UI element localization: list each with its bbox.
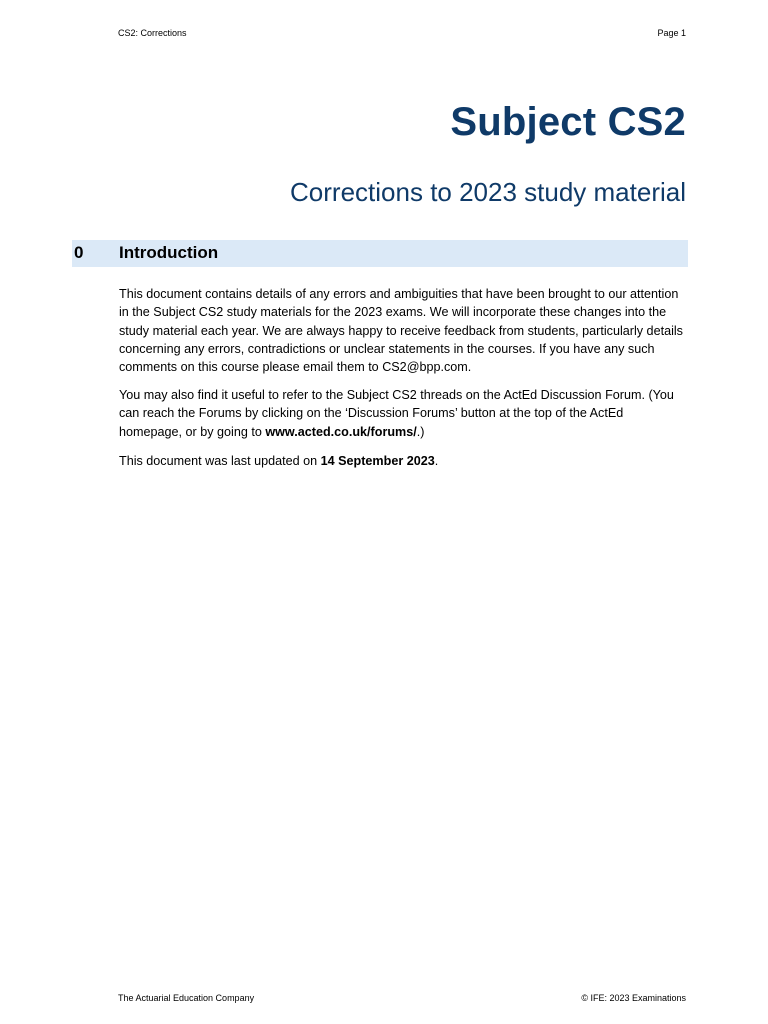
- document-subtitle: Corrections to 2023 study material: [290, 177, 686, 207]
- last-updated-paragraph: [119, 452, 687, 470]
- running-header-title: CS2: Corrections: [118, 28, 187, 38]
- section-title: Introduction: [119, 243, 219, 262]
- footer-company: The Actuarial Education Company: [118, 993, 255, 1003]
- forum-paragraph-text: You may also find it useful to refer to the Subject CS2 threads on the ActEd Discussion Forum. (You can reach the Forums by clicking on the ‘Discussion Forums’ button at the top of the ActEd homepage, or by going to: [119, 388, 674, 439]
- footer-copyright: © IFE: 2023 Examinations: [581, 993, 686, 1003]
- last-updated-text: This document was last updated on: [119, 454, 321, 468]
- last-updated-date: 14 September 2023: [320, 454, 435, 468]
- last-updated-end: .: [434, 454, 439, 468]
- forum-paragraph: [119, 386, 687, 441]
- document-title: Subject CS2: [450, 100, 686, 144]
- page-number: Page 1: [657, 28, 686, 38]
- intro-paragraph: This document contains details of any errors and ambiguities that have been brought to our attention in the Subject CS2 study materials for the 2023 exams. We will incorporate these changes into the study material each year. We are always happy to receive feedback from students, particularly details concerning any errors, contradictions or unclear statements in the courses. If you have any such comments on this course please email them to CS2@bpp.com.: [119, 287, 683, 375]
- section-number: 0: [74, 243, 84, 262]
- forum-paragraph-end: .): [416, 424, 425, 439]
- forum-link[interactable]: www.acted.co.uk/forums/: [265, 424, 417, 439]
